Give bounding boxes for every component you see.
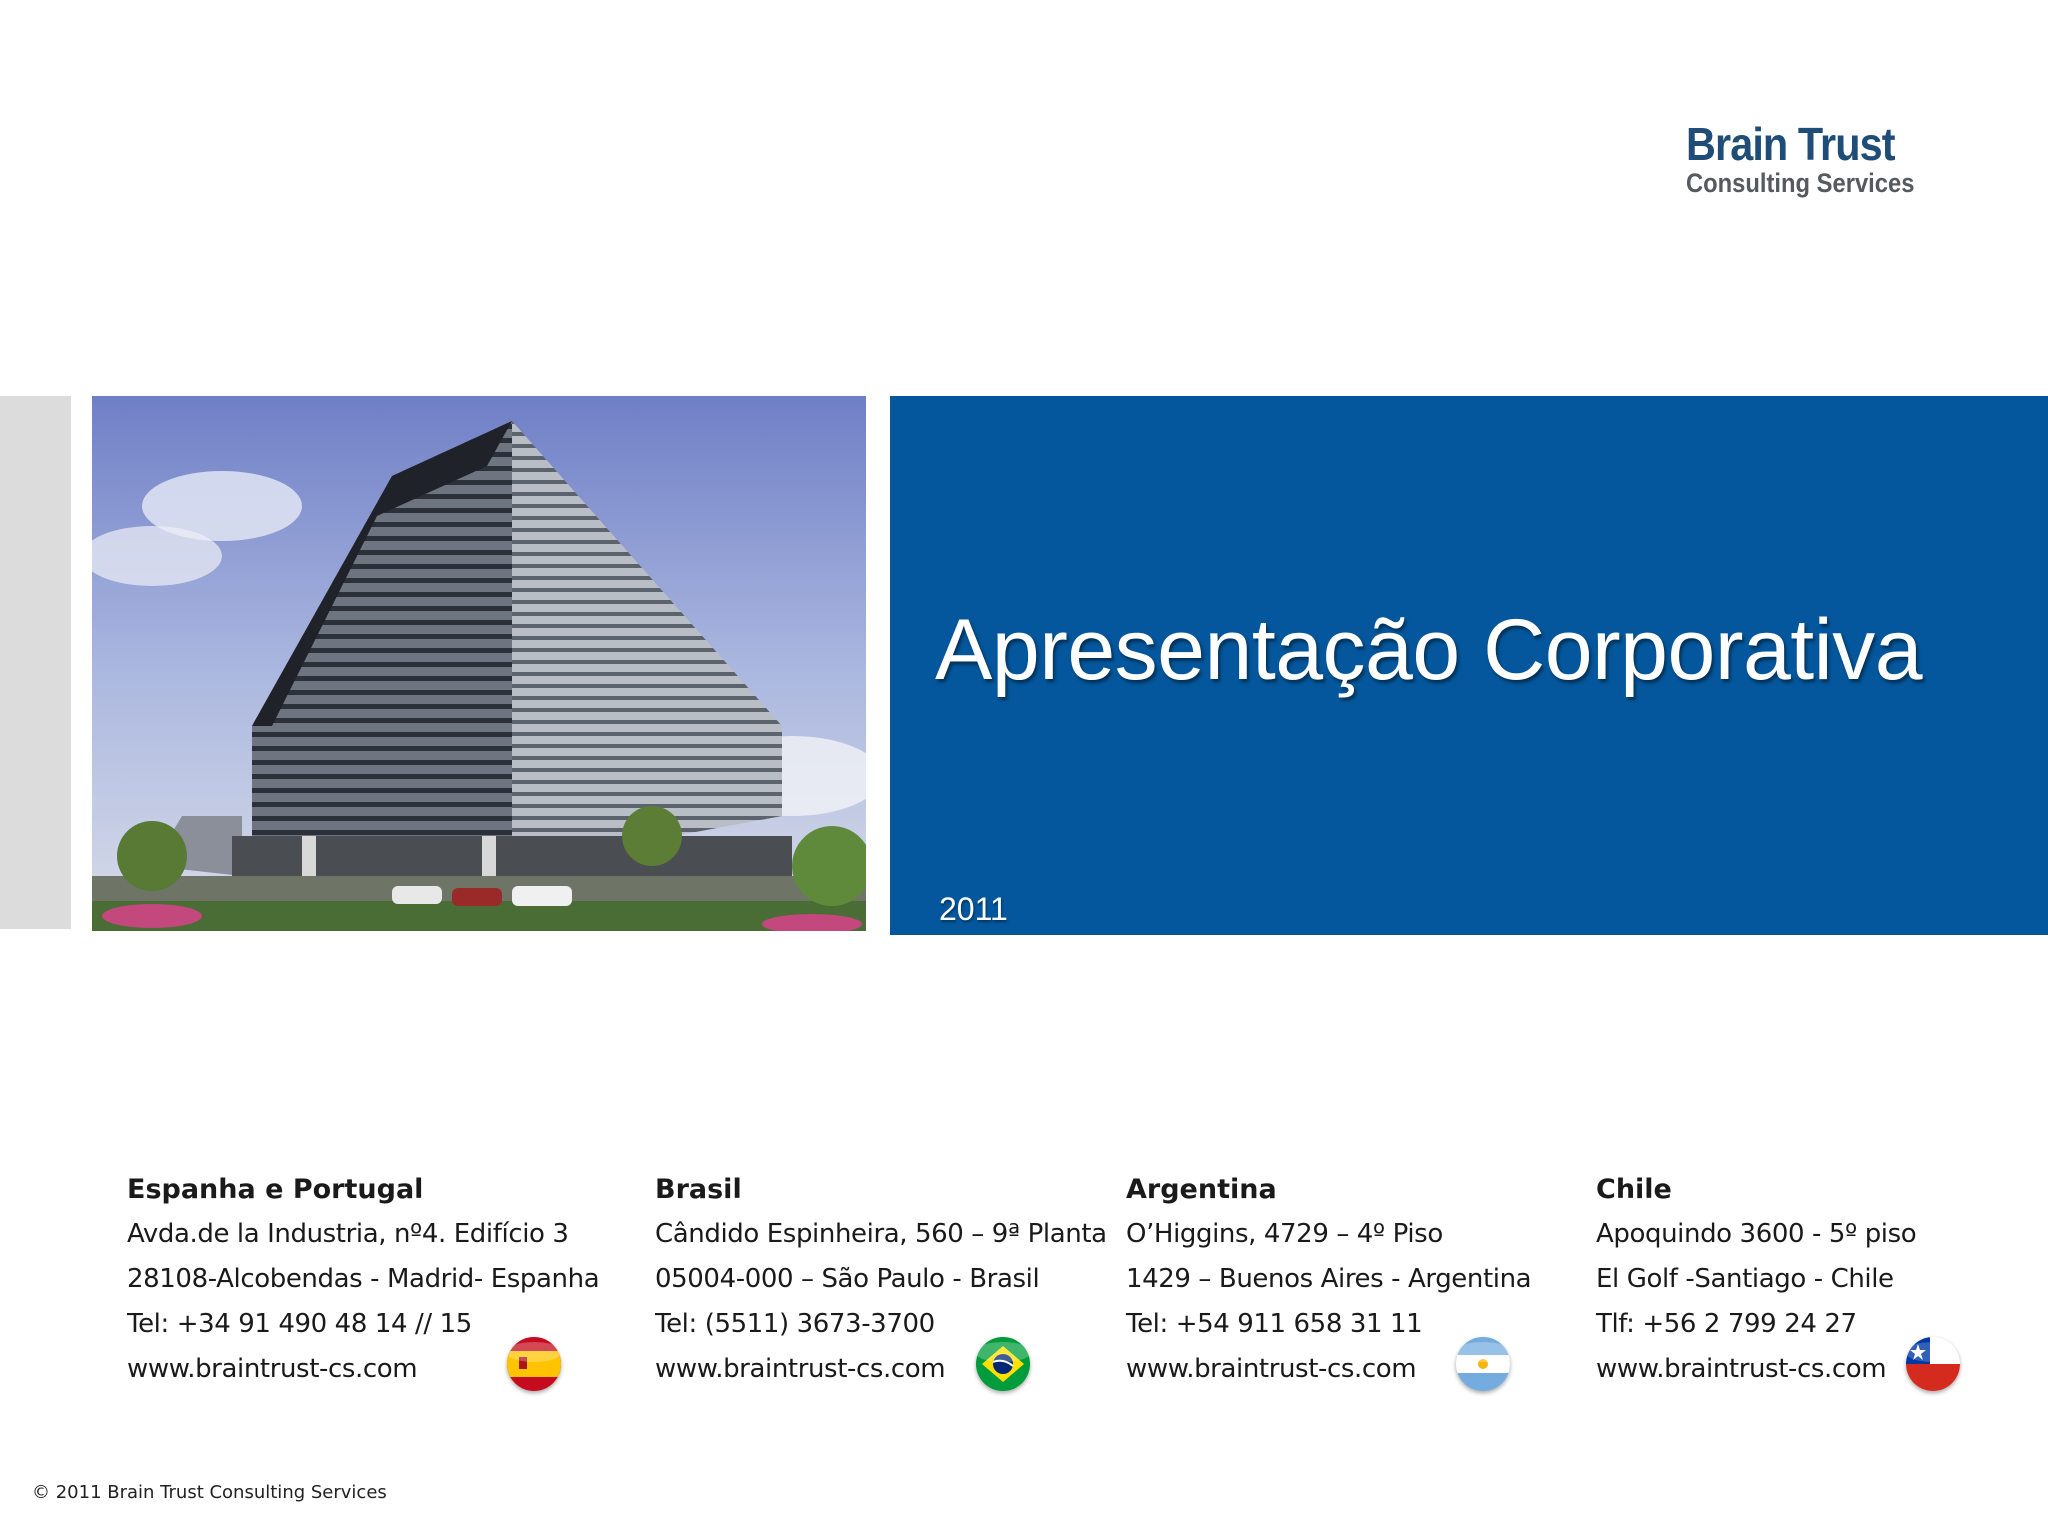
- brazil-flag-icon: [976, 1337, 1030, 1391]
- office-phone: Tel: +54 911 658 31 11: [1126, 1309, 1423, 1339]
- argentina-flag-icon: [1456, 1337, 1510, 1391]
- office-phone: Tlf: +56 2 799 24 27: [1596, 1309, 1857, 1339]
- office-website[interactable]: www.braintrust-cs.com: [127, 1354, 418, 1384]
- title-panel: [890, 396, 2048, 935]
- presentation-title: Apresentação Corporativa: [935, 602, 1923, 698]
- office-website[interactable]: www.braintrust-cs.com: [1126, 1354, 1417, 1384]
- office-brazil: [655, 1168, 1107, 1392]
- presentation-year: 2011: [939, 891, 1008, 927]
- chile-flag-icon: [1906, 1337, 1960, 1391]
- copyright-footer: © 2011 Brain Trust Consulting Services: [32, 1482, 387, 1503]
- office-country: Chile: [1596, 1174, 1672, 1205]
- office-website[interactable]: www.braintrust-cs.com: [1596, 1354, 1887, 1384]
- office-phone: Tel: +34 91 490 48 14 // 15: [127, 1309, 472, 1339]
- office-address-line2: El Golf -Santiago - Chile: [1596, 1264, 1894, 1294]
- office-address-line1: Cândido Espinheira, 560 – 9ª Planta: [655, 1219, 1107, 1249]
- office-address-line1: Avda.de la Industria, nº4. Edifício 3: [127, 1219, 569, 1249]
- building-photo: [92, 396, 866, 931]
- office-phone: Tel: (5511) 3673-3700: [655, 1309, 935, 1339]
- office-country: Espanha e Portugal: [127, 1174, 424, 1205]
- office-address-line2: 05004-000 – São Paulo - Brasil: [655, 1264, 1040, 1294]
- office-address-line1: O’Higgins, 4729 – 4º Piso: [1126, 1219, 1443, 1249]
- logo-title: Brain Trust: [1686, 118, 1895, 170]
- office-address-line2: 28108-Alcobendas - Madrid- Espanha: [127, 1264, 600, 1294]
- office-chile: [1596, 1168, 1916, 1392]
- logo-subtitle: Consulting Services: [1686, 168, 1915, 198]
- decorative-grey-strip: [0, 396, 71, 929]
- office-country: Brasil: [655, 1174, 742, 1205]
- brain-trust-logo: [1686, 120, 1916, 198]
- office-address-line1: Apoquindo 3600 - 5º piso: [1596, 1219, 1917, 1249]
- office-address-line2: 1429 – Buenos Aires - Argentina: [1126, 1264, 1532, 1294]
- office-country: Argentina: [1126, 1174, 1277, 1205]
- office-website[interactable]: www.braintrust-cs.com: [655, 1354, 946, 1384]
- spain-flag-icon: [507, 1337, 561, 1391]
